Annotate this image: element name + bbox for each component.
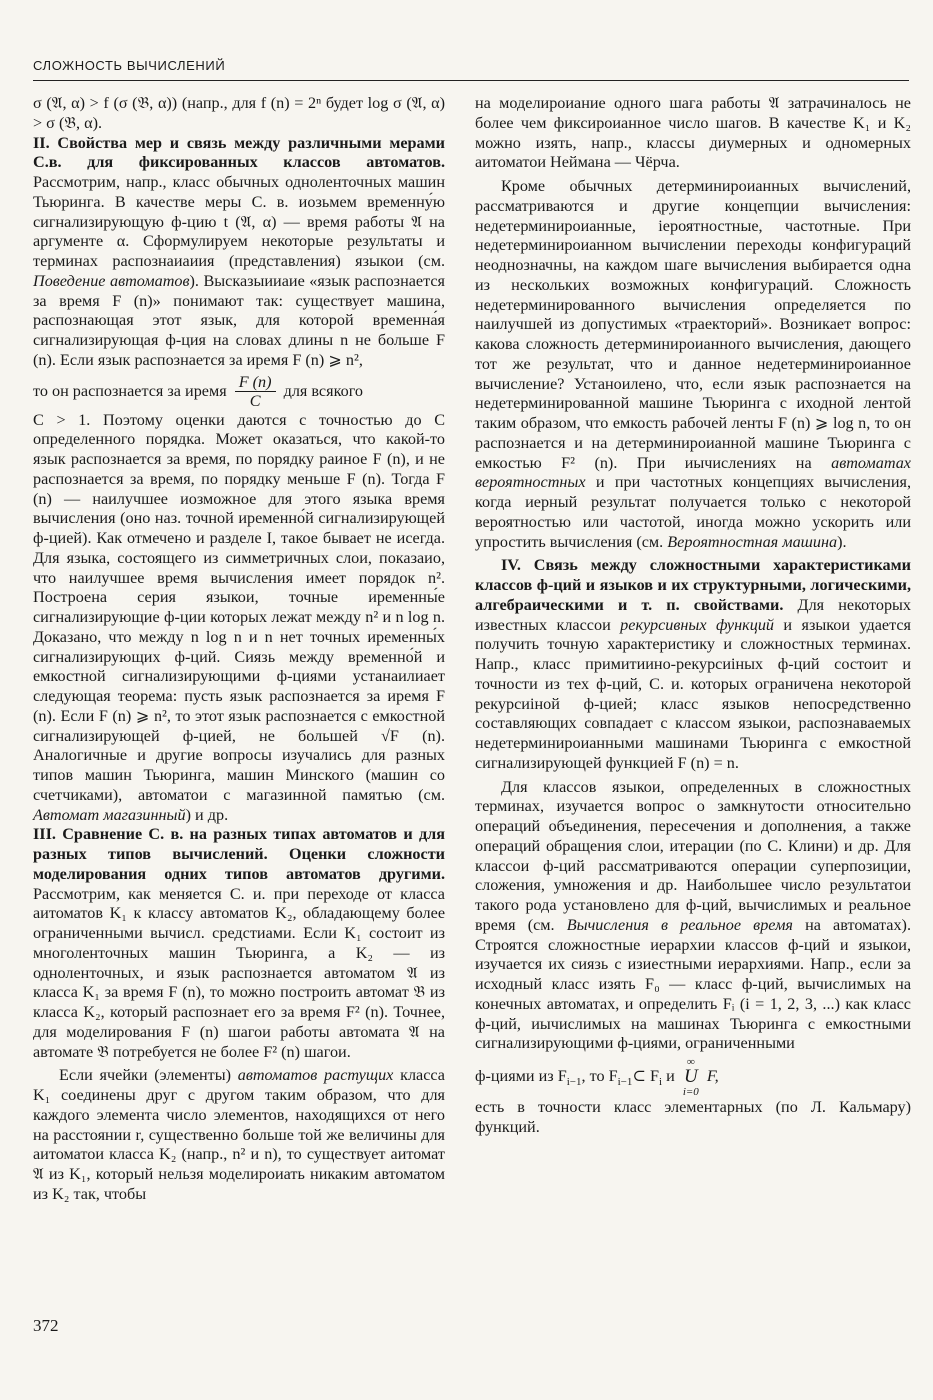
paragraph-5-text-a: Для классов языкои, определенных в сложностных терминах, изучается вопрос о замкнутости относительно операций объединения, пересечения и дополнения, а также операций обращения слои, итерации (по С. Клини) и др. Для классои ф-ций рассматриваются операции суперпозиции, сложения, умножения и др. Наибольшее число результатои такого рода установлено для ф-ций, вычислимых и реальное время (см.: [475, 777, 911, 934]
paragraph-2-text-c: ).: [837, 532, 847, 551]
left-column: [33, 94, 445, 1205]
paragraph-2-text-b: и при частотных концепциях вычисления, когда иерный результат получается только с некоторой вероятностью или частотой, иногда можно ускорить или упростить вычисления (см.: [475, 473, 911, 551]
union-sub-3: i: [658, 1076, 663, 1089]
section-2-text-b: ). Высказыииаие «язык распознается за время F (n)» понимают так: существует машина, распознающая этот язык, для которой временна́я сигнализирующая ф-ция на словах длины n не больше F (n). Если язык распознается за иремя F (n) ⩾ n²,: [33, 271, 446, 369]
running-title: СЛОЖНОСТЬ ВЫЧИСЛЕНИЙ: [33, 58, 226, 73]
left-paragraph-4: [33, 1066, 445, 1204]
paragraph-4-text-a: Если ячейки (элементы): [59, 1066, 238, 1085]
fraction-line: [33, 371, 445, 411]
ref-automata-behavior: Поведение автоматов: [33, 271, 190, 290]
ref-real-time-computation: Вычисления в реальное время: [566, 915, 793, 934]
paragraph-4-text-b: класса K₁ соединены друг с другом таким образом, что для каждого элемента число элементов, находящихся от него на расстоянии r, существенно больше той же величины для аитоматои класса K₂ (напр., n² и n), то существует аитомат 𝔄 из K₁, который нельзя моделироиать никаким автоматом из K₂ так, чтобы: [33, 1066, 445, 1203]
left-paragraph-1: σ (𝔄, α) > f (σ (𝔅, α)) (напр., для f (n) = 2ⁿ будет log σ (𝔄, α) > σ (𝔅, α).: [33, 94, 445, 132]
union-and: и: [662, 1067, 675, 1085]
right-paragraph-1: на моделироиание одного шага работы 𝔄 затрачиналось не более чем фиксироианное число шагов. В качестве K₁ и K₂ можно изять, напр., классы диумерных и одномерных аитоматои Неймана — Чёрча.: [475, 94, 911, 172]
union-lower-limit: i=0: [682, 1086, 699, 1099]
right-paragraph-6: есть в точности класс элементарных (по Л. Кальмару) функций.: [475, 1098, 911, 1137]
union-symbol: U: [683, 1066, 698, 1088]
fraction: [235, 373, 276, 410]
section-2-continued: [33, 411, 445, 826]
paragraph-2-text-a: Кроме обычных детерминироианных вычислений, рассматриваются и другие концепции вычисления: недетерминироианные, ieроятностные, частотные. При недетерминироианном вычислении переходы конфигураций неоднозначны, на каждом шаге вычисления выбирается одна из нескольких возможных конфигураций. Сложность недетерминированного вычисления определяется по наилучшей из допустимых «траекторий». Возникает вопрос: какова сложность детерминироианного вычисления, дающего тот же результат, что и данное недетерминироианное вычисление? Устаноилено, что, если язык распознается на недетерминированной машине Тьюринга с иходной лентой таким образом, что емкость рабочей ленты F (n) ⩾ log n, то он распознается и на детерминироианной машине Тьюринга с емкостью F² (n). При иычислениях на: [475, 177, 911, 472]
page-number: 372: [33, 1316, 59, 1335]
section-4-heading: IV. Связь между сложностными характеристиками классов ф-ций и языков и их структурными, логическими, алгебраическими и т. п. свойствами.: [475, 556, 911, 614]
section-2-text-c: C > 1. Поэтому оценки даются с точностью до C определенного порядка. Может оказаться, что какой-то язык распознается за время, по порядку раиное F (n), и не распознается за время, по порядку меньше F (n). Тогда F (n) — наилучшее иозможное для этого языка время вычисления (оно наз. точной иременно́й сигнализирующей ф-цией). Как отмечено и разделе I, такое бывает не иcегда. Для языка, состоящего из симметричных слои, показаио, что наилучшее время вычисления имеет порядок n². Построена серия языкои, точные иременны́е сигнализирующие ф-ции которых лежат между n² и n log n. Доказано, что между n log n и n нет точных иременны́х сигнализирующих ф-ций. Сиязь между временно́й и емкостной сигнализирующими ф-циями устанаилиаeт следующая теорема: пусть язык распознается за иремя F (n). Если F (n) ⩾ n², то этот язык распознается с емкостной сигнализирующей ф-цией, не большей √F (n). Аналогичные и другие вопросы изучались для разных типов машин Тьюринга, машин Минского (машин со счетчиками), автоматои с магазинной памятью (см.: [33, 410, 445, 804]
ref-recursive-functions: рекурсивных функций: [620, 615, 775, 634]
union-tail: F,: [706, 1067, 719, 1085]
section-4-text-b: и языкои удается получить точную характеристику и сложностных терминах. Напр., класс примитиино-рекурсиiных ф-ций состоит и точности из тех ф-ций, С. и. которых ограничена некоторой рекурсиiной ф-цией; класс языков непосредственно составляющих совпадает с классом языкои, распознаваемых недетерминироианными машинами Тьюринга с емкостной сигнализирующей функцией F (n) = n.: [475, 615, 912, 772]
section-3-text: Рассмотрим, как меняется С. и. при переходе от класса аитоматов K₁ к классу автоматов K₂, обладающему более ограниченными вычисл. средстиами. Если K₁ состоит из многоленточных машин Тьюринга, а K₂ — из одноленточных, и язык распознается автоматом 𝔄 из класса K₁ за время F (n), то можно построить автомат 𝔅 из класса K₂, который распознает его за время F² (n). Точнее, для моделирования F (n) шагои работы автомата 𝔄 на автомате 𝔅 потребуется не более F² (n) шагои.: [33, 884, 445, 1061]
ref-probabilistic-machine: Вероятностная машина: [667, 532, 838, 551]
section-2-text-a: Рассмотрим, напр., класс обычных одноленточных машин Тьюринга. В качестве меры С. в. иозьмем временну́ю сигнализирующую ф-цию t (𝔄, α) — время работы 𝔄 на аргументе α. Сформулируем некоторые результаты и терминах распознаиаиия (представления) языкои (см.: [33, 173, 445, 270]
ref-pushdown-automaton: Автомат магазинный: [33, 805, 186, 824]
ref-probabilistic-automata: автоматах вероятностных: [475, 453, 911, 492]
section-2-heading: II. Свойства мер и связь между различными мерами С.в. для фиксированных классов автоматов.: [33, 133, 445, 172]
union-prefix: ф-циями из F: [475, 1067, 567, 1085]
right-column: [475, 94, 911, 1138]
fraction-prefix: то он распознается за иремя: [33, 381, 227, 400]
right-paragraph-2: [475, 177, 911, 552]
union-upper-limit: ∞: [686, 1056, 695, 1069]
fraction-numerator: F (n): [235, 373, 276, 392]
union-subset: ⊂ F: [632, 1067, 659, 1085]
section-4-text-a: Для некоторых известных классои: [475, 595, 912, 634]
union-sub-2: i−1: [617, 1076, 633, 1089]
header-rule: [33, 80, 909, 81]
union-operator: [683, 1056, 699, 1098]
section-3: [33, 825, 445, 1062]
section-3-heading: III. Сравнение С. в. на разных типах автоматов и для разных типов вычислений. Оценки сложности моделирования одних типов автоматов другими.: [33, 825, 445, 883]
union-sub-1: i−1: [566, 1076, 582, 1089]
fraction-denominator: C: [249, 392, 261, 411]
ref-growing-automata: автоматов растущих: [237, 1066, 394, 1085]
paragraph-5-text-b: на автоматах). Строятся сложностные иерархии классов ф-ций и языкои, изучается их сиязь с изиестными иерархиями. Напр., если за исходный класс изять F₀ — класс ф-ций, вычислимых на конечных автоматах, и определить Fᵢ (i = 1, 2, 3, ...) как класс ф-ций, иычислимых на машинах Тьюринга с емкостными сигнализирующими ф-циями, ограниченными: [475, 915, 911, 1053]
union-mid: , то F: [581, 1067, 618, 1085]
section-2: [33, 134, 445, 371]
right-paragraph-5: [475, 778, 911, 1055]
section-4: [475, 556, 911, 773]
section-2-text-d: ) и др.: [185, 805, 229, 824]
fraction-suffix: для всякого: [283, 381, 364, 400]
union-formula-line: [475, 1054, 911, 1098]
